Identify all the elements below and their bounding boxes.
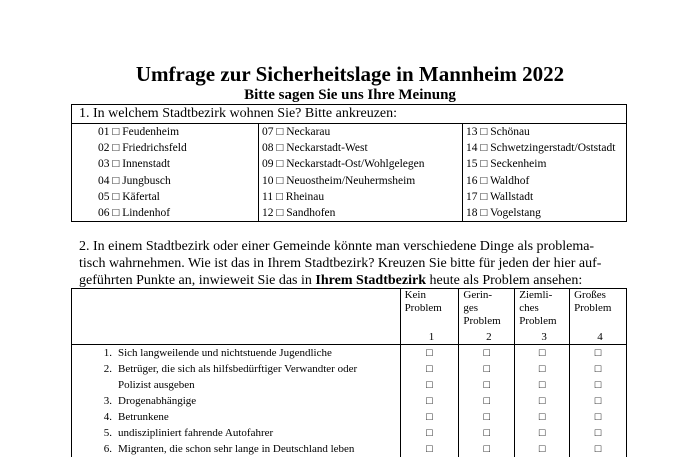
rating-checkbox[interactable]: □ [401,393,459,409]
scale-header-label: Großes [574,289,626,302]
district-column-1 [72,124,258,222]
rating-checkbox[interactable]: □ [401,425,459,441]
rating-checkbox[interactable]: □ [570,425,626,441]
problem-item [72,377,400,393]
rating-checkbox[interactable]: □ [401,345,459,361]
item-number: 3. [72,393,112,409]
rating-checkbox[interactable]: □ [570,393,626,409]
scale-number: 2 [463,331,514,344]
district-option[interactable]: 01 □ Feudenheim [72,124,258,140]
rating-checkbox[interactable]: □ [570,377,626,393]
question-2-text: 2. In einem Stadtbezirk oder einer Gemeinde könnte man verschiedene Dinge als problema-tisch wahrnehmen. Wie ist das in Ihrem Stadtbezirk? Kreuzen Sie bitte für jeden der hier auf-geführten Punkte an, inwieweit Sie das in Ihrem Stadtbezirk heute als Problem ansehen: [79,238,619,289]
scale-header-label: ches [519,302,569,315]
scale-number: 3 [519,331,569,344]
question-1-box [71,104,627,222]
district-option[interactable]: 08 □ Neckarstadt-West [259,140,463,156]
scale-header-label: Kein [405,289,459,302]
items-header-cell [72,289,401,345]
scale-header-label: Gerin- [463,289,514,302]
district-option[interactable]: 11 □ Rheinau [259,189,463,205]
rating-checkbox[interactable]: □ [570,361,626,377]
rating-checkbox[interactable]: □ [459,345,514,361]
rating-checkbox[interactable]: □ [515,409,569,425]
item-text: Betrunkene [118,411,169,423]
scale-header-label: Problem [463,315,514,328]
district-option[interactable]: 07 □ Neckarau [259,124,463,140]
item-number: 6. [72,441,112,457]
district-option[interactable]: 03 □ Innenstadt [72,156,258,172]
item-number: 5. [72,425,112,441]
item-text: undiszipliniert fahrende Autofahrer [118,427,273,439]
item-text: Betrüger, die sich als hilfsbedürftiger Verwandter oder [118,363,357,375]
district-column-2 [258,124,463,222]
rating-checkbox[interactable]: □ [459,377,514,393]
rating-checkbox[interactable]: □ [570,441,626,457]
rating-column-2 [459,345,515,457]
rating-checkbox[interactable]: □ [570,409,626,425]
problem-item [72,409,400,425]
district-option[interactable]: 04 □ Jungbusch [72,173,258,189]
rating-checkbox[interactable]: □ [459,441,514,457]
rating-checkbox[interactable]: □ [515,345,569,361]
item-number: 4. [72,409,112,425]
rating-checkbox[interactable]: □ [515,377,569,393]
items-list [72,345,401,457]
district-option[interactable]: 16 □ Waldhof [463,173,627,189]
scale-header-label: Problem [574,302,626,315]
district-option[interactable]: 12 □ Sandhofen [259,205,463,221]
scale-header-4 [570,289,627,345]
rating-column-3 [515,345,570,457]
problem-item [72,393,400,409]
problem-item [72,361,400,377]
rating-checkbox[interactable]: □ [401,377,459,393]
scale-header-label: Ziemli- [519,289,569,302]
rating-checkbox[interactable]: □ [459,425,514,441]
district-option[interactable]: 06 □ Lindenhof [72,205,258,221]
district-column-3 [462,124,627,222]
scale-header-3 [515,289,570,345]
item-number: 2. [72,361,112,377]
rating-checkbox[interactable]: □ [401,361,459,377]
problem-item [72,425,400,441]
district-option[interactable]: 17 □ Wallstadt [463,189,627,205]
problem-item [72,345,400,361]
question-2-table [71,288,627,457]
district-option[interactable]: 18 □ Vogelstang [463,205,627,221]
district-option[interactable]: 09 □ Neckarstadt-Ost/Wohlgelegen [259,156,463,172]
rating-column-1 [400,345,459,457]
scale-number: 1 [405,331,459,344]
rating-checkbox[interactable]: □ [570,345,626,361]
district-option[interactable]: 05 □ Käfertal [72,189,258,205]
scale-header-label: Problem [405,302,459,315]
item-text: Sich langweilende und nichtstuende Jugendliche [118,347,332,359]
rating-checkbox[interactable]: □ [401,409,459,425]
scale-header-label: Problem [519,315,569,328]
scale-header-label: ges [463,302,514,315]
question-1-text: 1. In welchem Stadtbezirk wohnen Sie? Bitte ankreuzen: [72,105,626,124]
item-text: Polizist ausgeben [118,379,195,391]
rating-checkbox[interactable]: □ [515,361,569,377]
rating-checkbox[interactable]: □ [459,393,514,409]
rating-checkbox[interactable]: □ [515,441,569,457]
district-option[interactable]: 02 □ Friedrichsfeld [72,140,258,156]
item-text: Drogenabhängige [118,395,196,407]
rating-checkbox[interactable]: □ [459,409,514,425]
district-option[interactable]: 14 □ Schwetzingerstadt/Oststadt [463,140,627,156]
rating-column-4 [570,345,627,457]
district-option[interactable]: 15 □ Seckenheim [463,156,627,172]
rating-checkbox[interactable]: □ [515,425,569,441]
page-title: Umfrage zur Sicherheitslage in Mannheim 2022 [0,62,700,87]
scale-number: 4 [574,331,626,344]
scale-header-1 [400,289,459,345]
item-number: 1. [72,345,112,361]
district-option[interactable]: 10 □ Neuostheim/Neuhermsheim [259,173,463,189]
rating-checkbox[interactable]: □ [401,441,459,457]
scale-header-2 [459,289,515,345]
rating-checkbox[interactable]: □ [515,393,569,409]
rating-checkbox[interactable]: □ [459,361,514,377]
page-subtitle: Bitte sagen Sie uns Ihre Meinung [0,87,700,104]
district-option[interactable]: 13 □ Schönau [463,124,627,140]
item-text: Migranten, die schon sehr lange in Deutschland leben [118,443,354,455]
